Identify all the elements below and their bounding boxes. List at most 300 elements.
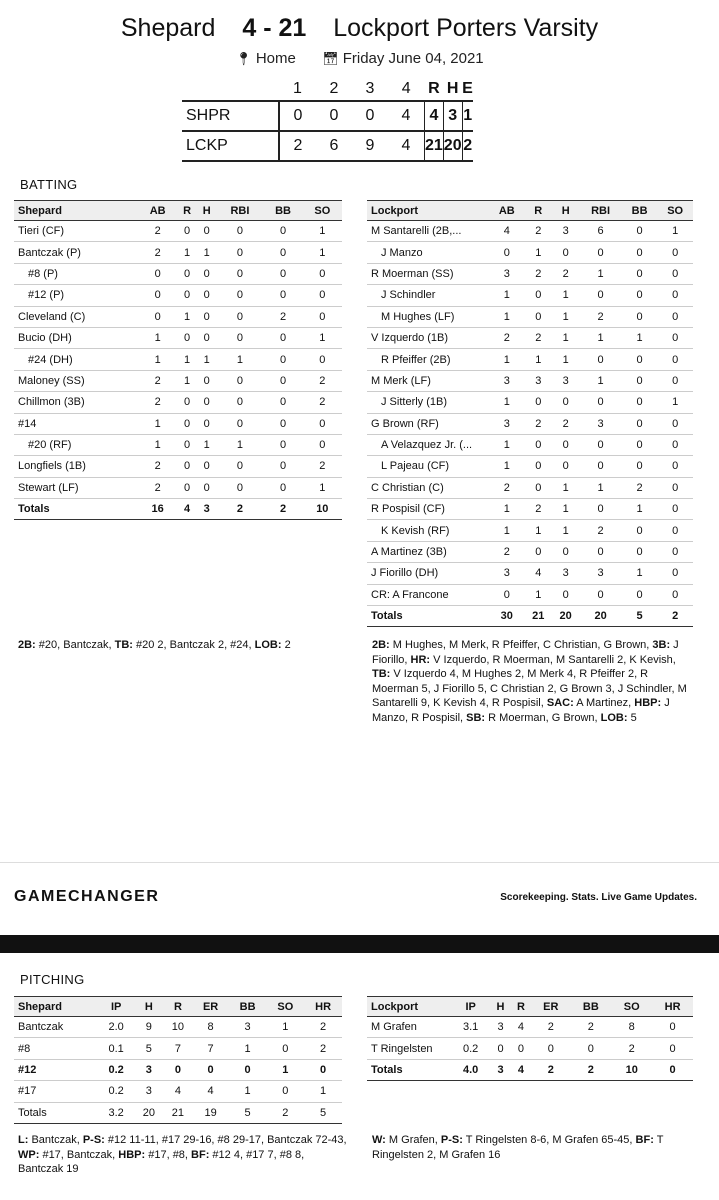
player-name: J Fiorillo (DH) [367, 563, 489, 584]
column-header: SO [303, 201, 342, 221]
stat-value: 0.1 [98, 1038, 134, 1059]
player-row [367, 1017, 693, 1038]
stat-value: 0 [177, 221, 197, 242]
stat-value: 0 [622, 242, 658, 263]
player-row [14, 306, 342, 327]
inning-header: 1 [293, 80, 302, 97]
gamechanger-tagline: Scorekeeping. Stats. Live Game Updates. [500, 892, 697, 903]
stat-value: 3 [489, 563, 525, 584]
stat-value: 0 [197, 327, 217, 348]
stat-value: 0 [579, 456, 621, 477]
column-header: R [177, 201, 197, 221]
player-row [367, 563, 693, 584]
player-row [367, 456, 693, 477]
stat-value: 7 [163, 1038, 192, 1059]
player-name: R Pospisil (CF) [367, 499, 489, 520]
stat-value: 1 [197, 242, 217, 263]
column-header: R [163, 997, 192, 1017]
divider [0, 862, 719, 863]
stat-value: 0 [579, 285, 621, 306]
stat-value: 1 [229, 1038, 267, 1059]
stat-value: 0 [657, 477, 693, 498]
player-row [14, 392, 342, 413]
totals-row [367, 1059, 693, 1080]
player-row [367, 306, 693, 327]
column-header: ER [531, 997, 570, 1017]
stat-value: 1 [552, 477, 579, 498]
stat-value: 1 [177, 242, 197, 263]
stat-value: 0 [197, 263, 217, 284]
stat-value: 0 [303, 306, 342, 327]
stat-value: 3 [552, 221, 579, 242]
column-header: IP [98, 997, 134, 1017]
stat-value: 1 [622, 499, 658, 520]
inning-runs: 0 [316, 101, 352, 131]
player-name: G Brown (RF) [367, 413, 489, 434]
stat-value: 0 [303, 285, 342, 306]
player-row [14, 413, 342, 434]
stat-value: 2 [138, 456, 177, 477]
stat-value: 0 [263, 370, 302, 391]
stat-value: 0 [525, 306, 552, 327]
stat-value: 3 [490, 1017, 510, 1038]
player-row [367, 221, 693, 242]
column-header: SO [657, 201, 693, 221]
stat-value: 4 [525, 563, 552, 584]
totals-value: 2 [266, 1102, 304, 1123]
inning-header: 3 [365, 80, 375, 97]
stat-value: 3 [552, 370, 579, 391]
player-name: J Schindler [367, 285, 489, 306]
column-header: HR [304, 997, 342, 1017]
stat-value: 1 [197, 349, 217, 370]
player-name: C Christian (C) [367, 477, 489, 498]
stat-value: 1 [177, 306, 197, 327]
inning-header: 4 [401, 80, 411, 97]
stat-value: 2 [303, 370, 342, 391]
stat-value: 0 [217, 456, 264, 477]
player-row [14, 221, 342, 242]
stat-value: 1 [266, 1059, 304, 1080]
stat-value: 0 [177, 477, 197, 498]
stat-value: 0 [552, 456, 579, 477]
stat-value: 0 [197, 456, 217, 477]
player-name: M Santarelli (2B,... [367, 221, 489, 242]
rhe-header: R [428, 80, 440, 97]
line-score-errors: 2 [462, 131, 473, 161]
player-name: #8 [14, 1038, 98, 1059]
line-score-hits: 3 [443, 101, 462, 131]
stat-value: 0 [579, 392, 621, 413]
stats-header-row [367, 201, 693, 221]
stat-value: 0 [217, 285, 264, 306]
stat-value: 0 [217, 392, 264, 413]
stat-value: 0 [490, 1038, 510, 1059]
line-score-row [182, 101, 473, 131]
player-row [14, 434, 342, 455]
stat-value: 0 [263, 413, 302, 434]
stat-value: 7 [192, 1038, 228, 1059]
player-name: J Sitterly (1B) [367, 392, 489, 413]
stat-value: 8 [611, 1017, 652, 1038]
stat-value: 1 [177, 370, 197, 391]
stat-value: 1 [177, 349, 197, 370]
stat-value: 1 [138, 349, 177, 370]
stats-header-row [367, 997, 693, 1017]
stat-value: 0 [489, 242, 525, 263]
column-header: H [552, 201, 579, 221]
stat-value: 0 [263, 242, 302, 263]
rhe-header: E [462, 80, 473, 97]
game-meta [0, 50, 719, 67]
stat-value: 0 [552, 434, 579, 455]
player-name: Maloney (SS) [14, 370, 138, 391]
stat-value: 0 [622, 221, 658, 242]
player-name: Bantczak (P) [14, 242, 138, 263]
stat-value: 0 [525, 285, 552, 306]
lockport-pitching-notes: W: M Grafen, P-S: T Ringelsten 8-6, M Grafen 65-45, BF: T Ringelsten 2, M Grafen 16 [372, 1134, 664, 1161]
stat-value: 0 [622, 392, 658, 413]
stat-value: 0 [657, 499, 693, 520]
stat-value: 0 [622, 285, 658, 306]
player-row [14, 327, 342, 348]
stat-value: 0 [579, 349, 621, 370]
stat-value: 0 [622, 306, 658, 327]
player-name: #17 [14, 1081, 98, 1102]
column-header: R [511, 997, 531, 1017]
stat-value: 0 [525, 477, 552, 498]
stat-value: 2.0 [98, 1017, 134, 1038]
stat-value: 3.1 [451, 1017, 490, 1038]
stat-value: 1 [138, 327, 177, 348]
stat-value: 0.2 [98, 1059, 134, 1080]
stat-value: 0 [197, 477, 217, 498]
stat-value: 0 [217, 413, 264, 434]
column-header: HR [652, 997, 693, 1017]
totals-value: 30 [489, 606, 525, 627]
player-row [14, 477, 342, 498]
totals-value: 0 [652, 1059, 693, 1080]
player-row [367, 477, 693, 498]
inning-runs: 4 [388, 131, 425, 161]
stat-value: 2 [570, 1017, 611, 1038]
column-header: AB [489, 201, 525, 221]
stat-value: 0 [303, 349, 342, 370]
stat-value: 8 [192, 1017, 228, 1038]
stat-value: 0 [552, 584, 579, 605]
stat-value: 1 [525, 349, 552, 370]
player-name: Longfiels (1B) [14, 456, 138, 477]
inning-header: 2 [329, 80, 339, 97]
inning-runs: 9 [352, 131, 388, 161]
player-row [367, 285, 693, 306]
stat-value: 0 [217, 370, 264, 391]
player-row [14, 1038, 342, 1059]
stat-value: 3 [229, 1017, 267, 1038]
totals-value: 20 [579, 606, 621, 627]
player-name: M Grafen [367, 1017, 451, 1038]
column-header: BB [570, 997, 611, 1017]
line-score-team: SHPR [182, 101, 279, 131]
stat-value: 0 [266, 1038, 304, 1059]
stat-value: 2 [138, 477, 177, 498]
stat-value: 1 [525, 584, 552, 605]
column-header: BB [229, 997, 267, 1017]
stat-value: 0 [177, 327, 197, 348]
stat-value: 6 [579, 221, 621, 242]
stat-value: 2 [552, 263, 579, 284]
stat-value: 1 [552, 520, 579, 541]
player-row [367, 434, 693, 455]
stat-value: 0 [657, 306, 693, 327]
stat-value: 2 [622, 477, 658, 498]
player-row [367, 392, 693, 413]
player-name: Tieri (CF) [14, 221, 138, 242]
player-row [14, 285, 342, 306]
shepard-pitching-notes: L: Bantczak, P-S: #12 11-11, #17 29-16, #8 29-17, Bantczak 72-43, WP: #17, Bantczak, HBP: #17, #8, BF: #12 4, #17 7, #8 8, Bantczak 19 [18, 1134, 347, 1175]
stat-value: 0 [197, 413, 217, 434]
stat-value: 1 [552, 285, 579, 306]
stat-value: 0 [657, 434, 693, 455]
stat-value: 0 [552, 242, 579, 263]
totals-value: 20 [552, 606, 579, 627]
stat-value: 3 [489, 370, 525, 391]
player-name: L Pajeau (CF) [367, 456, 489, 477]
player-name: #12 (P) [14, 285, 138, 306]
stat-value: 0 [177, 285, 197, 306]
totals-value: 4 [511, 1059, 531, 1080]
stat-value: 1 [217, 434, 264, 455]
stat-value: 2 [552, 413, 579, 434]
stat-value: 0 [579, 541, 621, 562]
stat-value: 0 [657, 327, 693, 348]
stat-value: 0 [197, 221, 217, 242]
totals-value: 10 [611, 1059, 652, 1080]
player-name: M Merk (LF) [367, 370, 489, 391]
calendar-icon: 📅︎ [322, 51, 339, 66]
stat-value: 0 [197, 285, 217, 306]
totals-value: 2 [657, 606, 693, 627]
stat-value: 9 [134, 1017, 163, 1038]
player-name: CR: A Francone [367, 584, 489, 605]
stat-value: 0 [525, 392, 552, 413]
stat-value: 0 [657, 285, 693, 306]
stat-value: 1 [579, 327, 621, 348]
stat-value: 0 [217, 263, 264, 284]
player-row [367, 1038, 693, 1059]
stat-value: 2 [579, 306, 621, 327]
stat-value: 0 [622, 456, 658, 477]
stat-value: 0 [525, 434, 552, 455]
stat-value: 1 [622, 563, 658, 584]
stat-value: 0 [531, 1038, 570, 1059]
stat-value: 0 [622, 370, 658, 391]
stat-value: 0 [192, 1059, 228, 1080]
shepard-batting-table [14, 200, 342, 520]
player-name: J Manzo [367, 242, 489, 263]
stat-value: 2 [304, 1017, 342, 1038]
stat-value: 0 [657, 541, 693, 562]
stat-value: 0 [657, 263, 693, 284]
stat-value: 0.2 [98, 1081, 134, 1102]
stat-value: 2 [611, 1038, 652, 1059]
totals-label: Totals [14, 1102, 98, 1123]
column-header: RBI [579, 201, 621, 221]
stat-value: 0 [217, 477, 264, 498]
line-score-table [182, 78, 473, 162]
stat-value: 0 [657, 456, 693, 477]
stat-value: 2 [525, 327, 552, 348]
totals-value: 5 [229, 1102, 267, 1123]
stat-value: 0 [177, 263, 197, 284]
stat-value: 0 [652, 1038, 693, 1059]
stat-value: 0 [303, 413, 342, 434]
player-row [367, 499, 693, 520]
stat-value: 1 [579, 263, 621, 284]
totals-value: 2 [217, 499, 264, 520]
inning-runs: 0 [352, 101, 388, 131]
stat-value: 0 [138, 285, 177, 306]
player-row [367, 413, 693, 434]
stat-value: 0 [511, 1038, 531, 1059]
stat-value: 1 [489, 499, 525, 520]
player-row [367, 584, 693, 605]
stat-value: 1 [303, 242, 342, 263]
player-row [367, 520, 693, 541]
player-name: Chillmon (3B) [14, 392, 138, 413]
player-name: K Kevish (RF) [367, 520, 489, 541]
stat-value: 4 [163, 1081, 192, 1102]
stat-value: 0 [263, 285, 302, 306]
column-header: IP [451, 997, 490, 1017]
player-row [367, 541, 693, 562]
totals-value: 4 [177, 499, 197, 520]
stat-value: 0 [657, 520, 693, 541]
team-header: Lockport [367, 201, 489, 221]
stat-value: 2 [138, 392, 177, 413]
stat-value: 0 [579, 499, 621, 520]
totals-value: 5 [304, 1102, 342, 1123]
stat-value: 0 [652, 1017, 693, 1038]
stat-value: 2 [303, 456, 342, 477]
column-header: AB [138, 201, 177, 221]
stat-value: 0 [263, 477, 302, 498]
gamechanger-logo: GAMECHANGER [14, 888, 160, 905]
stat-value: 0 [177, 456, 197, 477]
stat-value: 2 [489, 541, 525, 562]
stat-value: 1 [657, 392, 693, 413]
lockport-batting-table [367, 200, 693, 627]
stat-value: 0 [579, 434, 621, 455]
player-row [14, 263, 342, 284]
stat-value: 1 [552, 349, 579, 370]
stat-value: 1 [489, 520, 525, 541]
line-score-hits: 20 [443, 131, 462, 161]
stat-value: 0 [622, 434, 658, 455]
totals-value: 5 [622, 606, 658, 627]
stat-value: 0 [263, 434, 302, 455]
team-header: Lockport [367, 997, 451, 1017]
stat-value: 0 [579, 242, 621, 263]
lockport-pitching-table [367, 996, 693, 1081]
player-name: #12 [14, 1059, 98, 1080]
player-name: R Moerman (SS) [367, 263, 489, 284]
stat-value: 0 [570, 1038, 611, 1059]
player-row [14, 349, 342, 370]
inning-runs: 6 [316, 131, 352, 161]
rhe-header: H [446, 80, 459, 97]
stat-value: 0 [266, 1081, 304, 1102]
player-name: Stewart (LF) [14, 477, 138, 498]
player-row [14, 1081, 342, 1102]
stat-value: 0 [263, 327, 302, 348]
totals-value: 3 [197, 499, 217, 520]
player-name: #8 (P) [14, 263, 138, 284]
stat-value: 4 [192, 1081, 228, 1102]
totals-value: 21 [525, 606, 552, 627]
stat-value: 0 [138, 306, 177, 327]
stat-value: 1 [303, 221, 342, 242]
stat-value: 0 [217, 306, 264, 327]
inning-runs: 0 [279, 101, 316, 131]
stat-value: 2 [263, 306, 302, 327]
column-header: BB [263, 201, 302, 221]
line-score-header [182, 78, 473, 101]
stat-value: 3 [579, 563, 621, 584]
line-score-row [182, 131, 473, 161]
stat-value: 2 [304, 1038, 342, 1059]
stat-value: 1 [197, 434, 217, 455]
shepard-pitching-table [14, 996, 342, 1124]
stat-value: 1 [622, 327, 658, 348]
totals-value: 16 [138, 499, 177, 520]
stat-value: 0 [177, 392, 197, 413]
stat-value: 2 [489, 327, 525, 348]
stat-value: 2 [531, 1017, 570, 1038]
column-header: SO [266, 997, 304, 1017]
column-header: BB [622, 201, 658, 221]
team-header: Shepard [14, 997, 98, 1017]
player-name: V Izquerdo (1B) [367, 327, 489, 348]
stat-value: 1 [266, 1017, 304, 1038]
stat-value: 1 [552, 499, 579, 520]
game-location: Home [255, 50, 296, 67]
stat-value: 3 [134, 1059, 163, 1080]
location-pin-icon: 📍︎ [235, 51, 252, 66]
line-score-runs: 4 [425, 101, 444, 131]
stat-value: 3 [489, 413, 525, 434]
stat-value: 0 [263, 456, 302, 477]
line-score-runs: 21 [425, 131, 444, 161]
player-name: Cleveland (C) [14, 306, 138, 327]
stat-value: 0 [217, 221, 264, 242]
player-row [367, 349, 693, 370]
totals-value: 3 [490, 1059, 510, 1080]
stat-value: 0 [217, 242, 264, 263]
player-name: #24 (DH) [14, 349, 138, 370]
stat-value: 0 [657, 370, 693, 391]
stat-value: 1 [489, 456, 525, 477]
player-row [367, 327, 693, 348]
column-header: RBI [217, 201, 264, 221]
stat-value: 0 [657, 242, 693, 263]
player-row [367, 242, 693, 263]
stat-value: 0 [657, 563, 693, 584]
stat-value: 1 [489, 285, 525, 306]
line-score-corner [182, 78, 279, 101]
totals-value: 20 [134, 1102, 163, 1123]
inning-runs: 2 [279, 131, 316, 161]
